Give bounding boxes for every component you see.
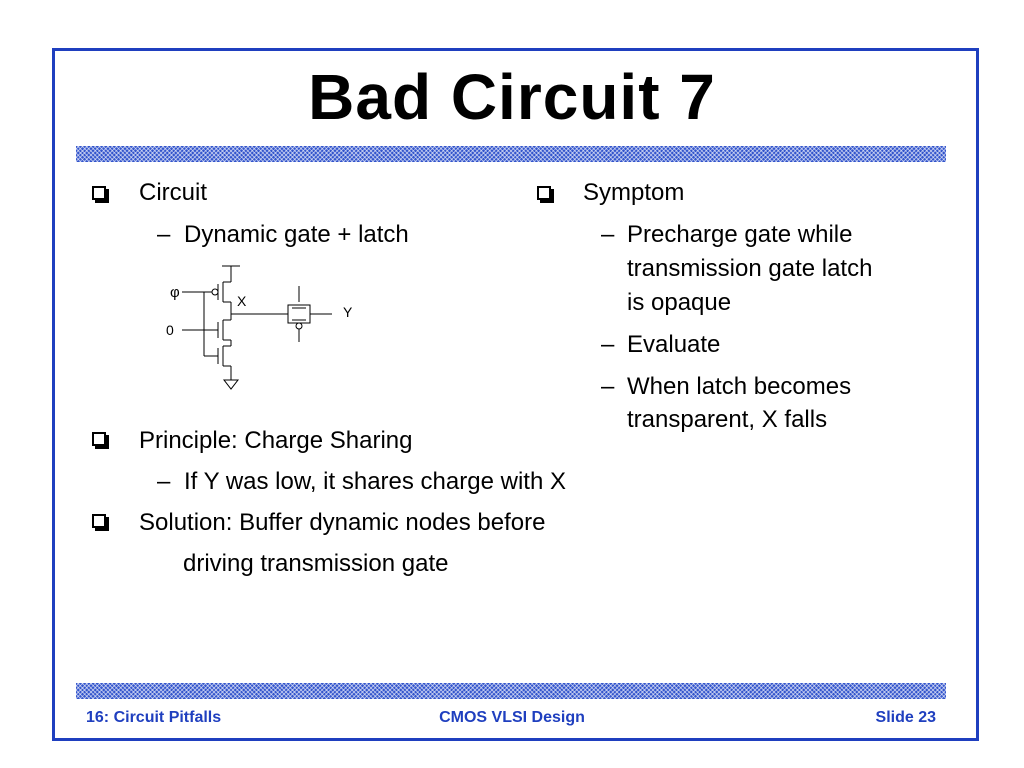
checkbox-bullet-icon <box>92 186 106 200</box>
checkbox-bullet-icon <box>92 432 106 446</box>
sub-precharge-line3: is opaque <box>627 289 732 316</box>
bullet-circuit: Circuit <box>139 179 208 206</box>
dash-marker: – <box>157 468 171 495</box>
bullet-principle: Principle: Charge Sharing <box>139 427 413 454</box>
sub-latch-line1: When latch becomes <box>627 373 852 400</box>
y-label: Y <box>343 304 353 320</box>
checkbox-bullet-icon <box>92 514 106 528</box>
x-label: X <box>237 293 247 309</box>
sub-evaluate: Evaluate <box>627 331 721 358</box>
dash-marker: – <box>601 331 615 358</box>
solution-continuation: driving transmission gate <box>183 550 449 577</box>
sub-latch-line2: transparent, X falls <box>627 406 828 433</box>
checkbox-bullet-icon <box>537 186 551 200</box>
circuit-diagram <box>160 258 380 398</box>
top-divider <box>76 146 946 162</box>
zero-label: 0 <box>166 322 174 338</box>
phi-label: φ <box>170 284 180 301</box>
sub-dynamic-gate: Dynamic gate + latch <box>184 221 409 248</box>
sub-charge-share: If Y was low, it shares charge with X <box>184 468 566 495</box>
dash-marker: – <box>601 221 615 248</box>
footer-center: CMOS VLSI Design <box>439 709 585 726</box>
bottom-divider <box>76 683 946 699</box>
dash-marker: – <box>601 373 615 400</box>
sub-precharge-line1: Precharge gate while <box>627 221 853 248</box>
dash-marker: – <box>157 221 171 248</box>
sub-precharge-line2: transmission gate latch <box>627 255 873 282</box>
slide-title: Bad Circuit 7 <box>308 61 716 133</box>
footer-slide-number: Slide 23 <box>875 709 936 726</box>
footer-left: 16: Circuit Pitfalls <box>86 709 222 726</box>
bullet-solution: Solution: Buffer dynamic nodes before <box>139 509 546 536</box>
bullet-symptom: Symptom <box>583 179 685 206</box>
